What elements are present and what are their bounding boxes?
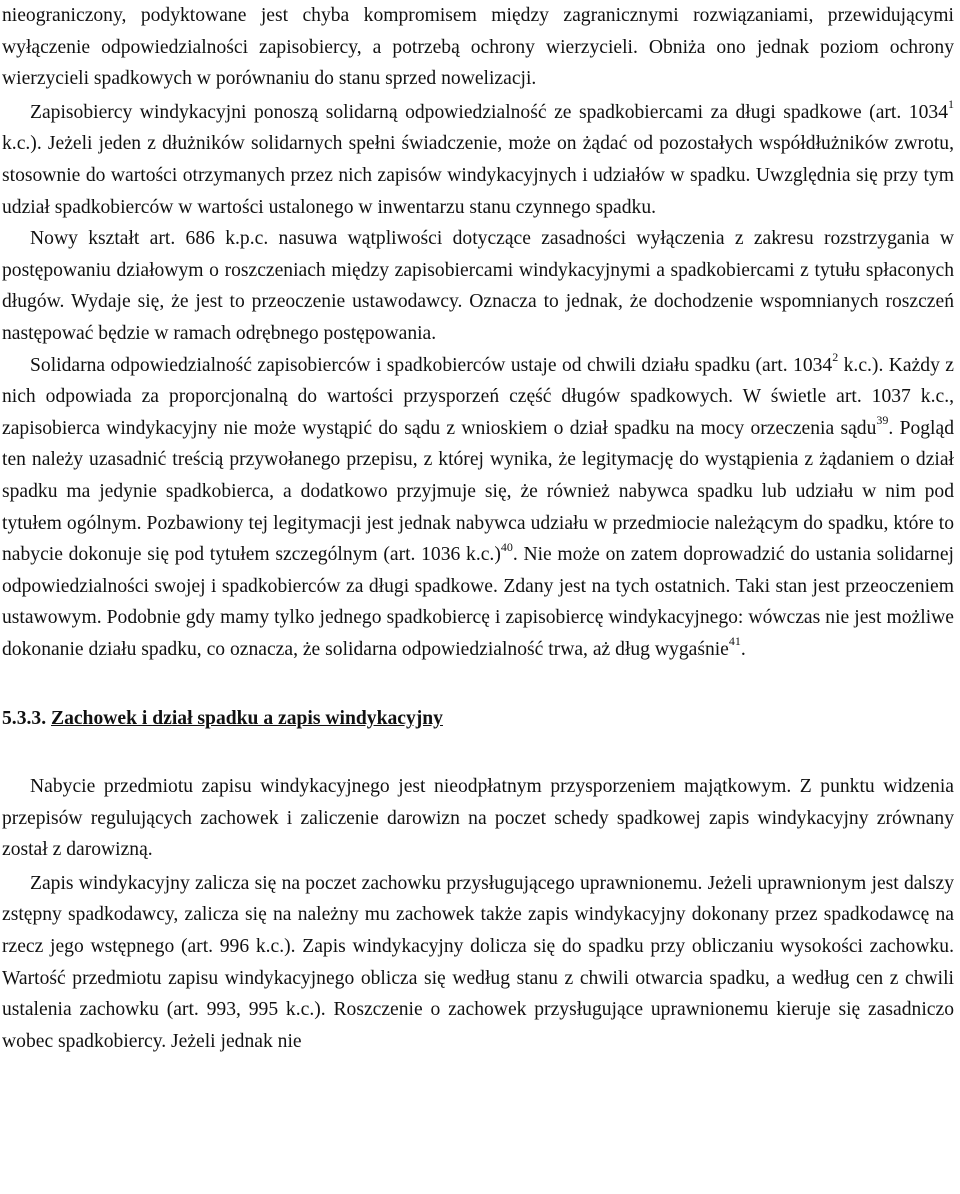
text-run: . (740, 638, 746, 660)
superscript: 2 (832, 350, 839, 364)
superscript: 1 (948, 97, 954, 112)
text-run: k.c.). Jeżeli jeden z dłużników solidarnych spełni świadczenie, może on żądać od pozostałych współdłużników zwrotu, stosownie do wartości otrzymanych przez nich zapisów windykacyjnych i udziałów w spadku. Uwzględnia się przy tym udział spadkobierców w wartości ustalonego w inwentarzu stanu czynnego spadku. (2, 133, 954, 218)
paragraph-art-686: Nowy kształt art. 686 k.p.c. nasuwa wątpliwości dotyczące zasadności wyłączenia z zakresu rozstrzygania w postępowaniu działowym o roszczeniach między zapisobiercami windykacyjnymi a spadkobiercami z tytułu spłaconych długów. Wydaje się, że jest to przeoczenie ustawodawcy. Oznacza to jednak, że dochodzenie wspomnianych roszczeń następować będzie w ramach odrębnego postępowania. (2, 228, 954, 344)
paragraph-zachowek: Zapis windykacyjny zalicza się na poczet zachowku przysługującego uprawnionemu. Jeżeli uprawnionym jest dalszy zstępny spadkodawcy, zalicza się na należny mu zachowek także zapis windykacyjny dokonany przez spadkodawcę na rzecz jego wstępnego (art. 996 k.c.). Zapis windykacyjny dolicza się do spadku przy obliczaniu wysokości zachowku. Wartość przedmiotu zapisu windykacyjnego oblicza się według stanu z chwili otwarcia spadku, a według cen z chwili ustalenia zachowku (art. 993, 995 k.c.). Roszczenie o zachowek przysługujące uprawnionemu kieruje się zasadniczo wobec spadkobiercy. Jeżeli jednak nie (2, 872, 954, 1052)
footnote-ref-41[interactable]: 41 (728, 634, 741, 649)
text-run: k.c.). Każdy z nich odpowiada za proporcjonalną do wartości przysporzeń część długów spadkowych. W świetle art. 1037 k.c., zapisobierca windykacyjny nie może wystąpić do sądu z wnioskiem o dział spadku na mocy orzeczenia sądu (2, 354, 954, 439)
section-title: Zachowek i dział spadku a zapis windykacyjny (51, 708, 443, 730)
paragraph-solidarity (2, 97, 954, 223)
text-run: Solidarna odpowiedzialność zapisobierców i spadkobierców ustaje od chwili działu spadku (art. 1034 (30, 354, 833, 376)
text-run: Zapisobiercy windykacyjni ponoszą solidarną odpowiedzialność ze spadkobiercami za długi spadkowe (art. 1034 (30, 101, 948, 123)
section-heading (2, 703, 954, 735)
text-run: . Nie może on zatem doprowadzić do ustania solidarnej odpowiedzialności swojej i spadkobierców za długi spadkowe. Zdany jest na tych ostatnich. Taki stan jest przeoczeniem ustawowym. Podobnie gdy mamy tylko jednego spadkobiercę i zapisobiercę windykacyjnego: wówczas nie jest możliwe dokonanie działu spadku, co oznacza, że solidarna odpowiedzialność trwa, aż dług wygaśnie (2, 544, 954, 660)
section-number: 5.3.3. (2, 708, 47, 730)
text-run: . Pogląd ten należy uzasadnić treścią przywołanego przepisu, z której wynika, że legitymację do wystąpienia z żądaniem o dział spadku ma jedynie spadkobierca, a dodatkowo przyjmuje się, że również nabywca spadku lub udziału w nim pod tytułem ogólnym. Pozbawiony tej legitymacji jest jednak nabywca udziału w przedmiocie należącym do spadku, które to nabycie dokonuje się pod tytułem szczególnym (art. 1036 k.c.) (2, 417, 954, 566)
paragraph-nabycie: Nabycie przedmiotu zapisu windykacyjnego jest nieodpłatnym przysporzeniem majątkowym. Z punktu widzenia przepisów regulujących zachowek i zaliczenie darowizn na poczet schedy spadkowej zapis windykacyjny zrównany został z darowizną. (2, 776, 954, 861)
footnote-ref-40[interactable]: 40 (500, 539, 513, 554)
footnote-ref-39[interactable]: 39 (876, 413, 889, 428)
paragraph-solidarity-ends (2, 350, 954, 666)
paragraph-continuation: nieograniczony, podyktowane jest chyba kompromisem między zagranicznymi rozwiązaniami, przewidującymi wyłączenie odpowiedzialności zapisobiercy, a potrzebą ochrony wierzycieli. Obniża ono jednak poziom ochrony wierzycieli spadkowych w porównaniu do stanu sprzed nowelizacji. (2, 5, 954, 90)
